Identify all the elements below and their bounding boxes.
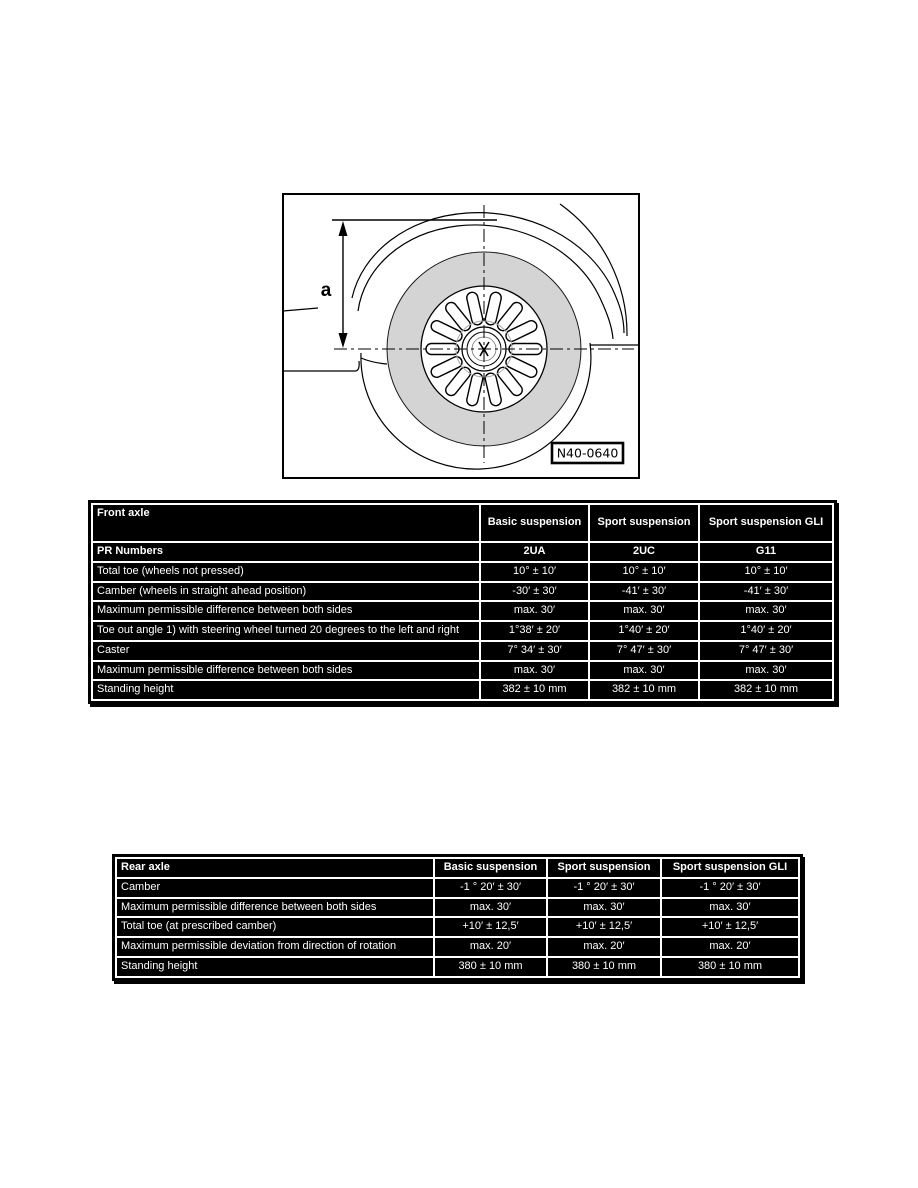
row-value: -30′ ± 30′ bbox=[481, 583, 588, 601]
front-pr-sport: 2UC bbox=[590, 543, 698, 561]
front-row-max-difference bbox=[93, 602, 832, 620]
row-value: max. 20′ bbox=[435, 938, 546, 956]
row-value: 10° ± 10′ bbox=[590, 563, 698, 581]
row-value: 10° ± 10′ bbox=[700, 563, 832, 581]
front-pr-row bbox=[93, 543, 832, 561]
row-value: -1 ° 20′ ± 30′ bbox=[435, 879, 546, 897]
row-label: Camber bbox=[117, 879, 433, 897]
row-value: +10′ ± 12,5′ bbox=[548, 918, 660, 936]
row-value: 382 ± 10 mm bbox=[590, 681, 698, 699]
row-value: max. 30′ bbox=[548, 899, 660, 917]
rear-col-basic: Basic suspension bbox=[435, 859, 546, 877]
row-value: max. 30′ bbox=[700, 662, 832, 680]
row-value: 380 ± 10 mm bbox=[662, 958, 798, 976]
row-value: 1°38′ ± 20′ bbox=[481, 622, 588, 640]
row-value: max. 20′ bbox=[662, 938, 798, 956]
front-row-toe-out-angle bbox=[93, 622, 832, 640]
figure-number-label: N40-0640 bbox=[556, 445, 619, 461]
row-label: Caster bbox=[93, 642, 479, 660]
front-header-row bbox=[93, 505, 832, 541]
rear-col-sport-gli: Sport suspension GLI bbox=[662, 859, 798, 877]
row-label: Total toe (at prescribed camber) bbox=[117, 918, 433, 936]
row-value: max. 30′ bbox=[700, 602, 832, 620]
row-value: -1 ° 20′ ± 30′ bbox=[662, 879, 798, 897]
front-row-camber bbox=[93, 583, 832, 601]
row-value: 7° 34′ ± 30′ bbox=[481, 642, 588, 660]
dimension-a-label: a bbox=[320, 280, 332, 301]
front-pr-basic: 2UA bbox=[481, 543, 588, 561]
row-value: 382 ± 10 mm bbox=[481, 681, 588, 699]
front-col-sport-gli: Sport suspension GLI bbox=[700, 505, 832, 541]
row-value: 380 ± 10 mm bbox=[548, 958, 660, 976]
row-value: max. 30′ bbox=[662, 899, 798, 917]
row-value: -1 ° 20′ ± 30′ bbox=[548, 879, 660, 897]
row-value: +10′ ± 12,5′ bbox=[662, 918, 798, 936]
front-axle-table bbox=[88, 500, 837, 704]
row-value: max. 30′ bbox=[590, 602, 698, 620]
row-value: 380 ± 10 mm bbox=[435, 958, 546, 976]
row-value: 382 ± 10 mm bbox=[700, 681, 832, 699]
row-value: max. 30′ bbox=[590, 662, 698, 680]
row-label: Maximum permissible difference between both sides bbox=[93, 662, 479, 680]
rear-row-camber bbox=[117, 879, 798, 897]
row-label: Total toe (wheels not pressed) bbox=[93, 563, 479, 581]
rear-axle-table bbox=[112, 854, 803, 981]
row-label: Maximum permissible difference between both sides bbox=[117, 899, 433, 917]
row-label: Maximum permissible difference between both sides bbox=[93, 602, 479, 620]
front-col-sport: Sport suspension bbox=[590, 505, 698, 541]
row-label: Standing height bbox=[117, 958, 433, 976]
row-value: 7° 47′ ± 30′ bbox=[590, 642, 698, 660]
front-row-standing-height bbox=[93, 681, 832, 699]
row-value: -41′ ± 30′ bbox=[700, 583, 832, 601]
row-value: max. 30′ bbox=[481, 602, 588, 620]
row-value: 7° 47′ ± 30′ bbox=[700, 642, 832, 660]
row-label: Maximum permissible deviation from direction of rotation bbox=[117, 938, 433, 956]
rear-header-row bbox=[117, 859, 798, 877]
rear-row-standing-height bbox=[117, 958, 798, 976]
row-value: 10° ± 10′ bbox=[481, 563, 588, 581]
row-label: Toe out angle 1) with steering wheel turned 20 degrees to the left and right bbox=[93, 622, 479, 640]
row-label: Camber (wheels in straight ahead position) bbox=[93, 583, 479, 601]
row-value: max. 20′ bbox=[548, 938, 660, 956]
rear-col-sport: Sport suspension bbox=[548, 859, 660, 877]
row-label: Standing height bbox=[93, 681, 479, 699]
figure-number-box bbox=[552, 443, 623, 463]
row-value: max. 30′ bbox=[435, 899, 546, 917]
wheel-arch-diagram bbox=[282, 193, 640, 480]
front-col-basic: Basic suspension bbox=[481, 505, 588, 541]
row-value: -41′ ± 30′ bbox=[590, 583, 698, 601]
rear-row-max-deviation bbox=[117, 938, 798, 956]
rear-row-total-toe bbox=[117, 918, 798, 936]
row-value: max. 30′ bbox=[481, 662, 588, 680]
front-row-max-difference-2 bbox=[93, 662, 832, 680]
front-pr-label: PR Numbers bbox=[93, 543, 479, 561]
row-value: 1°40′ ± 20′ bbox=[700, 622, 832, 640]
rear-row-max-difference bbox=[117, 899, 798, 917]
wheel-arch-figure bbox=[282, 193, 640, 480]
front-row-caster bbox=[93, 642, 832, 660]
rear-table-title: Rear axle bbox=[117, 859, 433, 877]
front-pr-sport-gli: G11 bbox=[700, 543, 832, 561]
front-row-total-toe bbox=[93, 563, 832, 581]
row-value: 1°40′ ± 20′ bbox=[590, 622, 698, 640]
front-table-title: Front axle bbox=[93, 505, 479, 541]
row-value: +10′ ± 12,5′ bbox=[435, 918, 546, 936]
